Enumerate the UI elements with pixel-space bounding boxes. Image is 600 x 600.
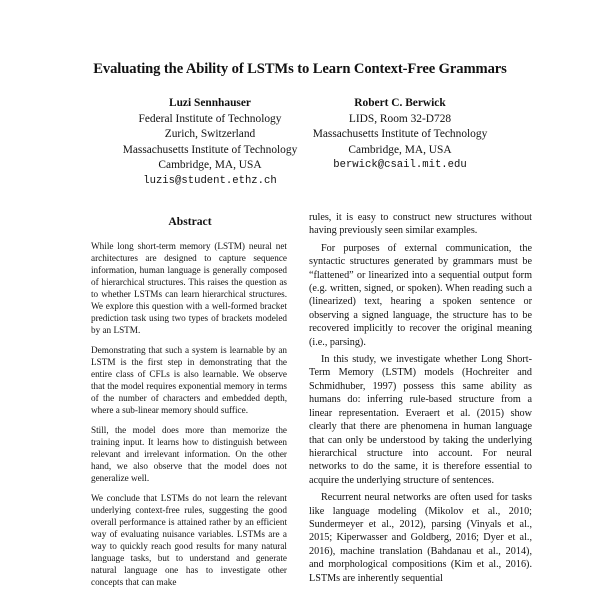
author-block-berwick	[300, 96, 500, 174]
author-affiliation-line: LIDS, Room 32-D728	[348, 112, 452, 125]
author-affiliation-line: Massachusetts Institute of Technology	[122, 143, 298, 156]
abstract-paragraph: Still, the model does more than memorize the training input. It learns how to distinguish between relevant and irrelevant information. On the other hand, we also observe that the model does not generalize well.	[91, 425, 287, 483]
body-paragraph: rules, it is easy to construct new structures without having previously seen similar examples.	[309, 212, 532, 237]
body-text-column	[309, 211, 532, 589]
author-email: berwick@csail.mit.edu	[333, 159, 467, 171]
abstract-paragraph: We conclude that LSTMs do not learn the relevant underlying context-free rules, suggesting the good overall performance is attained rather by an efficient way of evaluating nuisance variables. LSTMs are a way to quickly reach good results for many natural language tasks, but to understand and generate natural language one has to investigate other concepts that can make	[91, 493, 287, 587]
body-paragraph: Recurrent neural networks are often used for tasks like language modeling (Mikolov et al., 2010; Sundermeyer et al., 2012), parsing (Vinyals et al., 2015; Kiperwasser and Goldberg, 2016; Dyer et al., 2016), machine translation (Bahdanau et al., 2014), and morphological compositions (Kim et al., 2016). LSTMs are inherently sequential	[309, 492, 532, 584]
author-email: luzis@student.ethz.ch	[143, 174, 277, 187]
paper-title: Evaluating the Ability of LSTMs to Learn Context-Free Grammars	[93, 61, 507, 77]
author-affiliation-line: Cambridge, MA, USA	[158, 159, 262, 171]
abstract-paragraph: While long short-term memory (LSTM) neural net architectures are designed to capture sequence information, human language is generally composed of hierarchical structures. This raises the question as to whether LSTMs can learn hierarchical structures. We explore this question with a well-formed bracket prediction task using two types of brackets modeled by an LSTM.	[91, 241, 287, 335]
abstract-heading: Abstract	[168, 215, 212, 228]
body-paragraph: For purposes of external communication, the syntactic structures generated by grammars must be “flattened” or linearized into a sequential output form (e.g. written, signed, or spoken). When reading such a (linearized) text, hearing a spoken sentence or observing a signed language, the structure has to be recovered implicitly to recover the original meaning (i.e., parsing).	[309, 242, 532, 348]
author-name: Robert C. Berwick	[354, 97, 446, 109]
author-affiliation-line: Federal Institute of Technology	[138, 112, 282, 125]
author-name: Luzi Sennhauser	[169, 97, 251, 109]
abstract-paragraph: Demonstrating that such a system is learnable by an LSTM is the first step in demonstrating that the entire class of CFLs is also learnable. We observe that the model requires exponential memory in terms of the number of characters and embedded depth, where a sub-linear memory should suffice.	[91, 345, 287, 415]
body-paragraph: In this study, we investigate whether Long Short-Term Memory (LSTM) models (Hochreiter and Schmidhuber, 1997) possess this same ability as humans do: inferring rule-based structure from a linear representation. Everaert et al. (2015) show clearly that there are phenomena in human language that can only be understood by taking the underlying hierarchical structure into account. For neural networks to do the same, it is therefore essential to acquire the underlying structure of sentences.	[309, 354, 532, 486]
author-affiliation-line: Massachusetts Institute of Technology	[312, 128, 488, 140]
author-affiliation-line: Cambridge, MA, USA	[348, 143, 452, 156]
author-block-sennhauser	[95, 96, 325, 189]
abstract-text	[91, 240, 287, 596]
author-affiliation-line: Zurich, Switzerland	[164, 128, 256, 140]
